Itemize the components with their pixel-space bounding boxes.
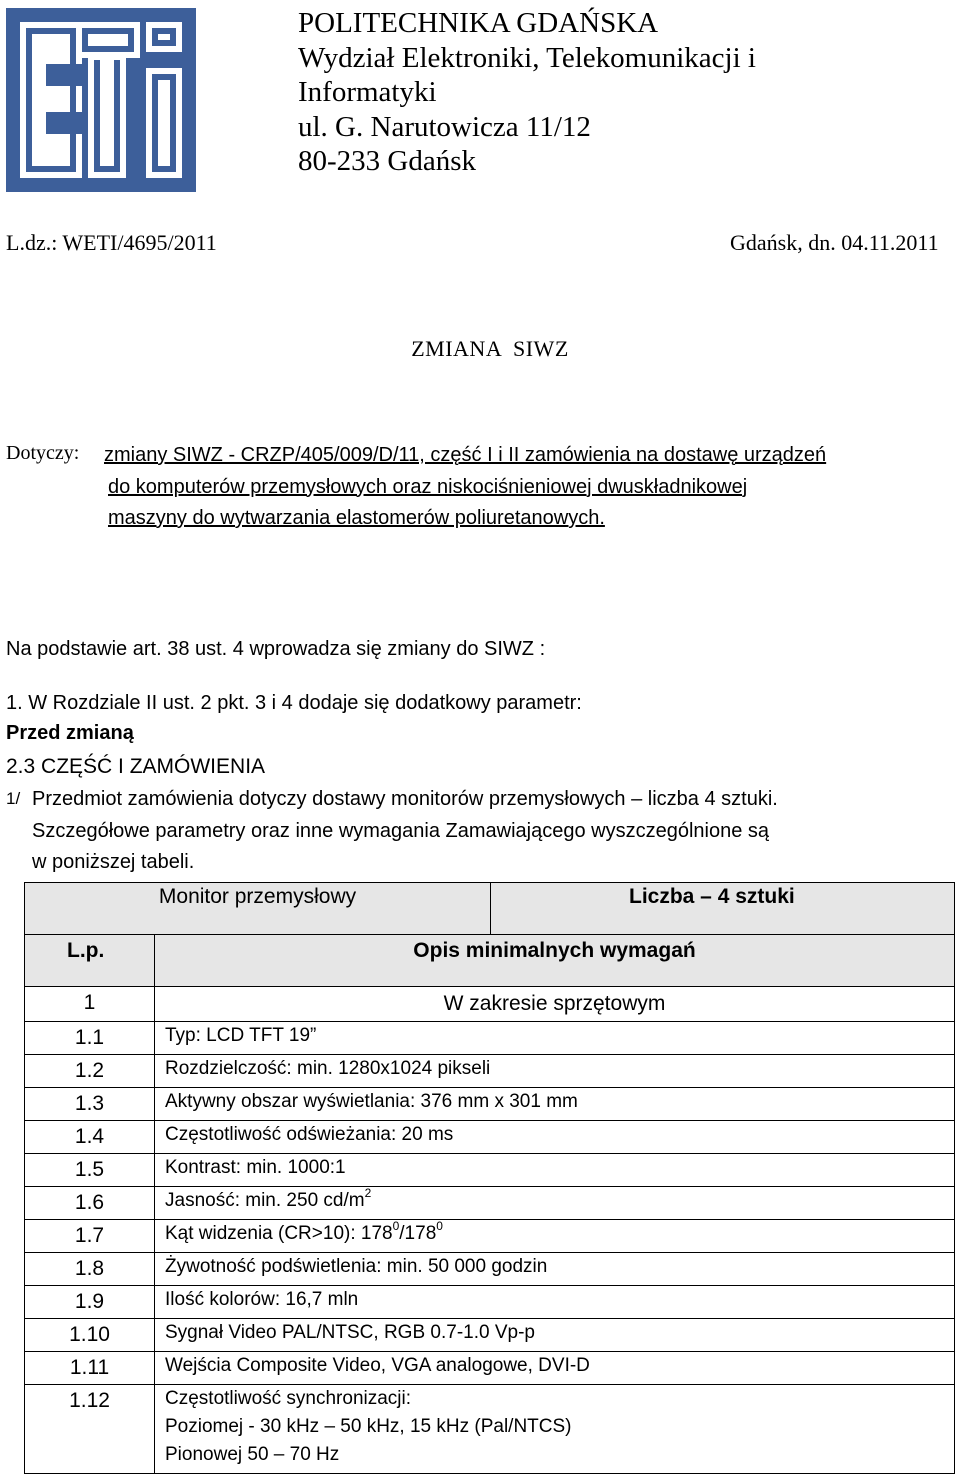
concerns-label: Dotyczy:: [6, 442, 80, 464]
row-desc: Jasność: min. 250 cd/m: [165, 1190, 365, 1211]
row-desc: /178: [399, 1223, 437, 1244]
row-desc: Kontrast: min. 1000:1: [155, 1154, 955, 1187]
row-number: 1.3: [25, 1088, 155, 1121]
row-number: 1.12: [25, 1385, 155, 1474]
row-number: 1.7: [25, 1220, 155, 1253]
row-desc: Aktywny obszar wyświetlania: 376 mm x 301 mm: [155, 1088, 955, 1121]
superscript: 0: [392, 1219, 400, 1233]
concerns-line: zmiany SIWZ - CRZP/405/009/D/11, część I i II zamówienia na dostawę urządzeń: [104, 444, 827, 466]
row-desc: Rozdzielczość: min. 1280x1024 pikseli: [155, 1055, 955, 1088]
row-desc: Częstotliwość odświeżania: 20 ms: [155, 1121, 955, 1154]
basis-paragraph: Na podstawie art. 38 ust. 4 wprowadza się zmiany do SIWZ :: [6, 638, 546, 660]
quantity-cell: [491, 883, 955, 935]
row-desc-line: Poziomej - 30 kHz – 50 kHz, 15 kHz (Pal/NTCS): [165, 1416, 572, 1437]
col-header-desc: Opis minimalnych wymagań: [155, 935, 955, 987]
row-number: 1.2: [25, 1055, 155, 1088]
institution-name: POLITECHNIKA GDAŃSKA: [298, 7, 659, 39]
address-city: 80-233 Gdańsk: [298, 145, 477, 177]
eti-logo-icon: [6, 8, 196, 192]
row-desc: Typ: LCD TFT 19”: [155, 1022, 955, 1055]
place-date: Gdańsk, dn. 04.11.2011: [730, 230, 939, 255]
row-number: 1.8: [25, 1253, 155, 1286]
quantity: Liczba – 4 sztuki: [629, 885, 795, 908]
item-line: Szczegółowe parametry oraz inne wymagania Zamawiającego wyszczególnione są: [32, 820, 770, 842]
product-name: Monitor przemysłowy: [158, 885, 357, 908]
faculty-name-line2: Informatyki: [298, 76, 437, 108]
row-desc-line: Pionowej 50 – 70 Hz: [165, 1444, 340, 1465]
row-number: 1: [25, 987, 155, 1022]
row-number: 1.4: [25, 1121, 155, 1154]
row-number: 1.1: [25, 1022, 155, 1055]
concerns-line: do komputerów przemysłowych oraz niskociśnieniowej dwuskładnikowej: [108, 475, 748, 498]
row-desc: Żywotność podświetlenia: min. 50 000 godzin: [155, 1253, 955, 1286]
row-number: 1.5: [25, 1154, 155, 1187]
col-header-lp: L.p.: [25, 935, 155, 987]
product-name-cell: [25, 883, 491, 935]
item-line: Przedmiot zamówienia dotyczy dostawy monitorów przemysłowych – liczba 4 sztuki.: [32, 788, 778, 810]
point-1: 1. W Rozdziale II ust. 2 pkt. 3 i 4 dodaje się dodatkowy parametr:: [6, 692, 582, 714]
row-desc: Ilość kolorów: 16,7 mln: [155, 1286, 955, 1319]
row-desc-cell: [155, 1220, 955, 1253]
row-number: 1.6: [25, 1187, 155, 1220]
row-desc: Sygnał Video PAL/NTSC, RGB 0.7-1.0 Vp-p: [155, 1319, 955, 1352]
superscript: 0: [436, 1219, 443, 1233]
requirements-table: [24, 882, 955, 1474]
document-title: ZMIANA SIWZ: [411, 336, 569, 361]
item-marker: 1/: [6, 789, 21, 808]
row-desc-line: Częstotliwość synchronizacji:: [165, 1388, 412, 1409]
reference-number: L.dz.: WETI/4695/2011: [6, 230, 217, 255]
superscript: 2: [364, 1186, 372, 1200]
row-number: 1.10: [25, 1319, 155, 1352]
before-change-label: Przed zmianą: [6, 722, 134, 744]
section-heading: 2.3 CZĘŚĆ I ZAMÓWIENIA: [6, 755, 266, 778]
institution-header: [298, 6, 756, 179]
item-line: w poniższej tabeli.: [32, 851, 195, 873]
row-desc: Wejścia Composite Video, VGA analogowe, DVI-D: [155, 1352, 955, 1385]
faculty-name-line1: Wydział Elektroniki, Telekomunikacji i: [298, 41, 756, 74]
row-number: 1.9: [25, 1286, 155, 1319]
concerns-line: maszyny do wytwarzania elastomerów poliuretanowych.: [108, 507, 605, 529]
row-desc: W zakresie sprzętowym: [155, 987, 955, 1022]
concerns-text: [104, 440, 960, 535]
row-desc: Kąt widzenia (CR>10): 178: [165, 1223, 393, 1244]
address-street: ul. G. Narutowicza 11/12: [298, 110, 591, 143]
row-desc-cell: [155, 1385, 955, 1474]
row-desc-cell: [155, 1187, 955, 1220]
row-number: 1.11: [25, 1352, 155, 1385]
